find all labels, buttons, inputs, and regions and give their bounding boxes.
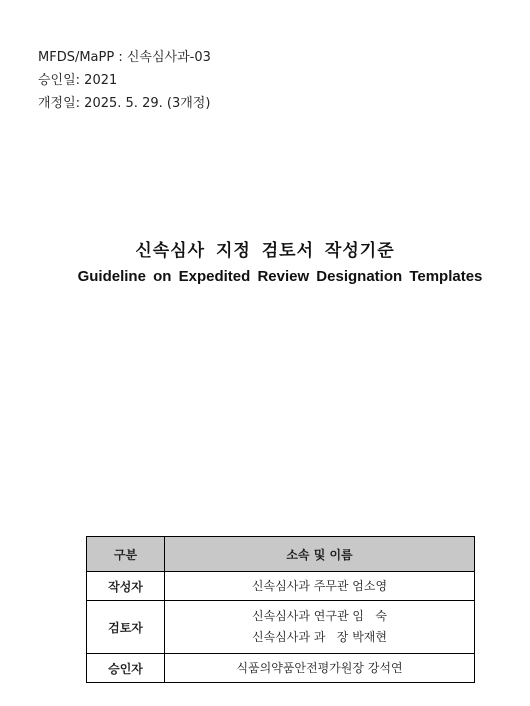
table-row xyxy=(87,601,475,654)
document-meta xyxy=(38,46,211,115)
role-reviewer: 검토자 xyxy=(87,601,165,654)
role-approver: 승인자 xyxy=(87,654,165,683)
header-affiliation-name: 소속 및 이름 xyxy=(165,537,475,572)
title-korean: 신속심사 지정 검토서 작성기준 xyxy=(135,241,395,261)
table-row xyxy=(87,654,475,683)
role-author: 작성자 xyxy=(87,572,165,601)
reviewer-name-line: 신속심사과 연구관 임 숙 xyxy=(252,609,387,623)
revision-date: 개정일: 2025. 5. 29. (3개정) xyxy=(38,96,211,111)
title-english: Guideline on Expedited Review Designation Templates xyxy=(77,268,483,285)
approval-date: 승인일: 2021 xyxy=(38,73,118,88)
reviewer-name-line: 신속심사과 과 장 박재현 xyxy=(252,630,387,644)
author-name xyxy=(165,572,475,601)
table-header-row xyxy=(87,537,475,572)
doc-code: MFDS/MaPP : 신속심사과-03 xyxy=(38,50,211,65)
approval-table xyxy=(86,536,475,683)
reviewer-names xyxy=(165,601,475,654)
header-category: 구분 xyxy=(87,537,165,572)
approver-name xyxy=(165,654,475,683)
table-row xyxy=(87,572,475,601)
approver-name-line: 식품의약품안전평가원장 강석연 xyxy=(236,660,403,675)
author-name-line: 신속심사과 주무관 엄소영 xyxy=(251,578,388,593)
